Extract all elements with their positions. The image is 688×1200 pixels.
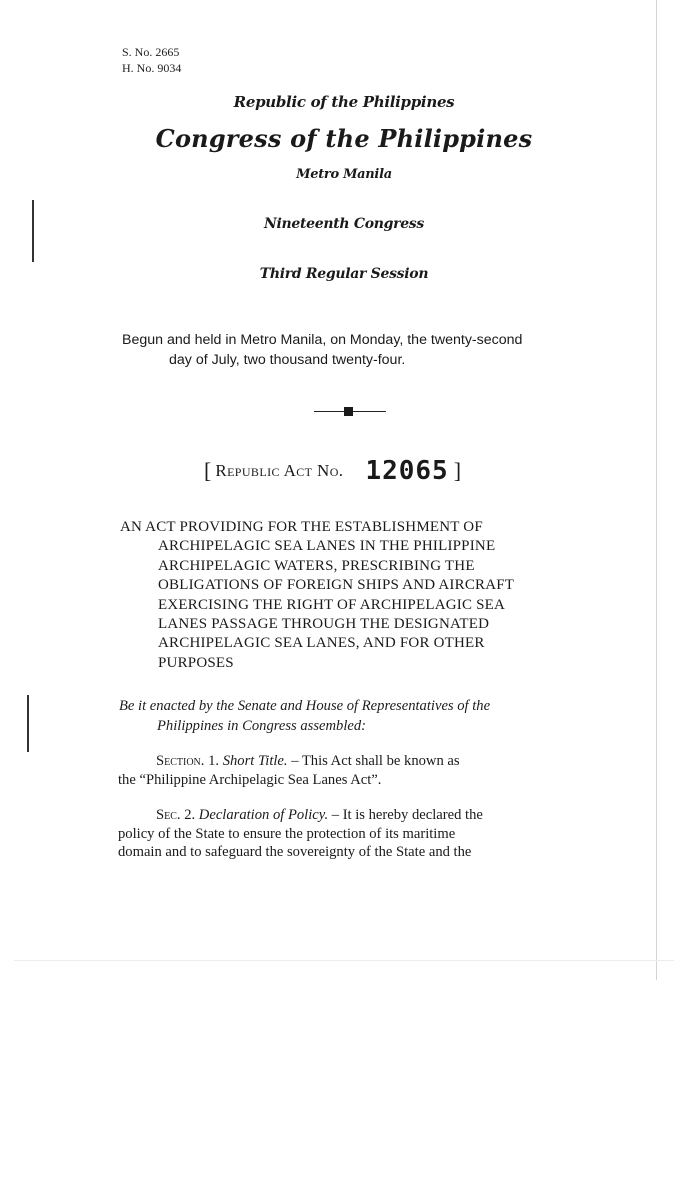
act-title-line: PURPOSES	[158, 654, 234, 671]
session-statement-line: Begun and held in Metro Manila, on Monday, the twenty-second	[122, 332, 523, 348]
header-session: Third Regular Session	[259, 266, 429, 282]
senate-bill-number: S. No. 2665	[122, 45, 180, 59]
margin-mark	[27, 695, 29, 752]
header-congress-number: Nineteenth Congress	[264, 216, 424, 232]
house-bill-number: H. No. 9034	[122, 61, 182, 75]
act-title-line: ARCHIPELAGIC SEA LANES IN THE PHILIPPINE	[158, 538, 496, 555]
divider-ornament	[314, 406, 386, 418]
section-text-line: the “Philippine Archipelagic Sea Lanes Act”.	[118, 771, 382, 788]
enacting-clause	[119, 696, 581, 736]
section-heading: Declaration of Policy.	[198, 807, 329, 823]
act-title-line: AN ACT PROVIDING FOR THE ESTABLISHMENT OF	[120, 519, 483, 535]
divider-square-icon	[344, 407, 353, 416]
section-text: – It is hereby declared the	[328, 807, 483, 823]
section-1	[118, 752, 580, 789]
close-bracket: ]	[453, 458, 462, 483]
session-statement	[122, 330, 592, 370]
act-title-line: OBLIGATIONS OF FOREIGN SHIPS AND AIRCRAFT	[158, 577, 515, 594]
section-label: Sec. 2.	[156, 807, 196, 823]
section-heading: Short Title.	[222, 753, 288, 769]
section-label: Section. 1.	[156, 753, 220, 769]
header-location: Metro Manila	[296, 167, 392, 182]
act-title-line: ARCHIPELAGIC SEA LANES, AND FOR OTHER	[158, 635, 485, 652]
bill-numbers	[122, 44, 181, 76]
header-congress: Congress of the Philippines	[155, 124, 533, 153]
act-title-line: EXERCISING THE RIGHT OF ARCHIPELAGIC SEA	[158, 596, 506, 613]
session-statement-line: day of July, two thousand twenty-four.	[169, 352, 406, 368]
act-title-line: LANES PASSAGE THROUGH THE DESIGNATED	[158, 616, 490, 633]
enacting-clause-line: Be it enacted by the Senate and House of Representatives of the	[119, 698, 491, 714]
republic-act-number-line	[204, 456, 461, 486]
act-title-line: ARCHIPELAGIC WATERS, PRESCRIBING THE	[158, 557, 475, 574]
section-text-line: policy of the State to ensure the protection of its maritime	[118, 825, 456, 842]
republic-act-label: Republic Act No.	[215, 461, 344, 480]
act-title	[120, 518, 580, 673]
header-republic: Republic of the Philippines	[233, 93, 455, 111]
scan-edge-bottom	[14, 960, 674, 961]
open-bracket: [	[204, 458, 212, 483]
section-2	[118, 806, 580, 862]
section-text: – This Act shall be known as	[287, 753, 460, 769]
enacting-clause-line: Philippines in Congress assembled:	[157, 718, 367, 734]
republic-act-number: 12065	[365, 456, 449, 486]
section-text-line: domain and to safeguard the sovereignty of the State and the	[118, 844, 472, 860]
